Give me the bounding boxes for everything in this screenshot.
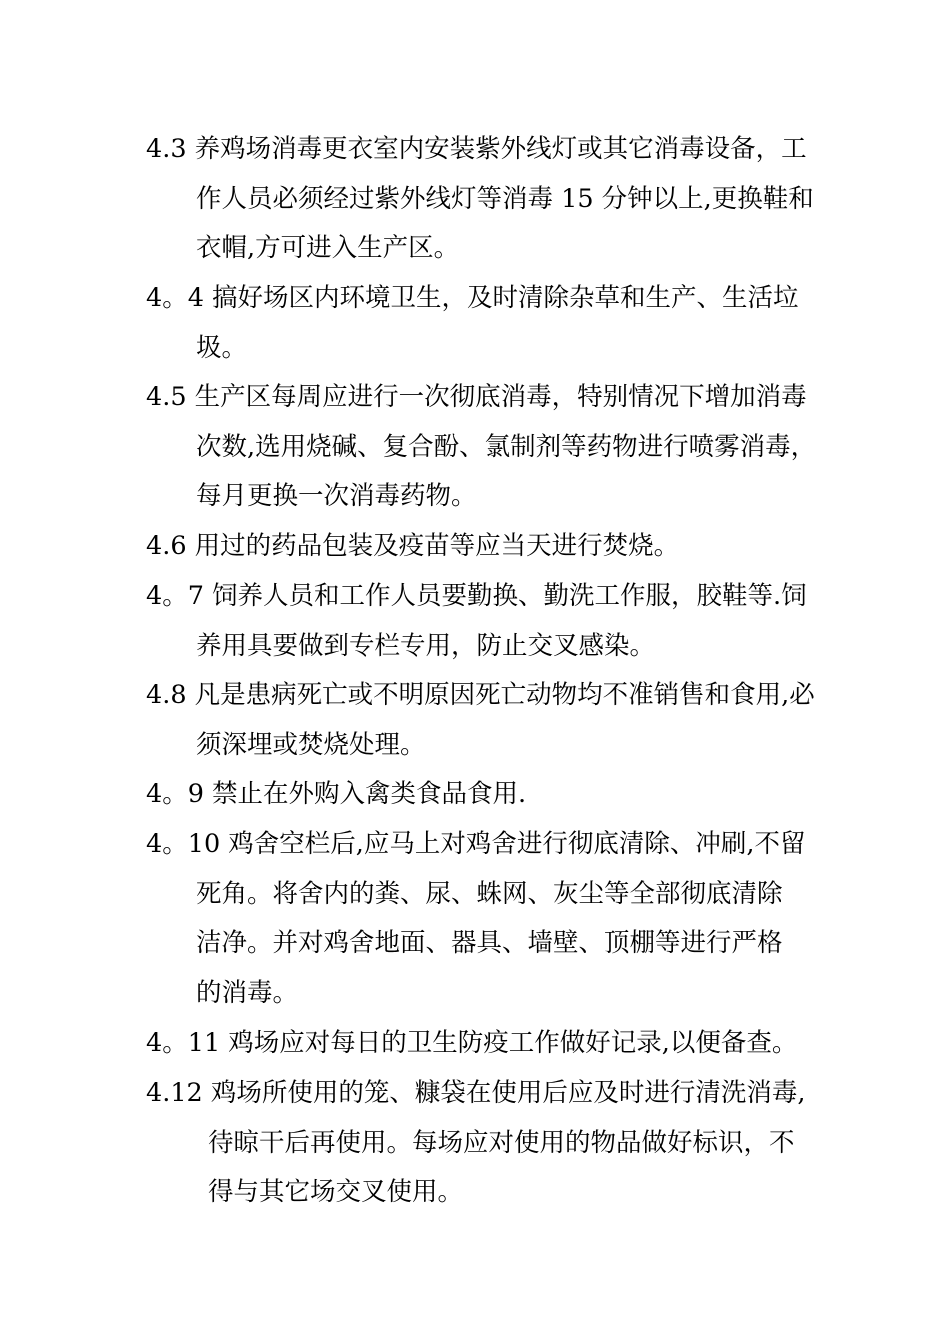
clause-line: 4.3 养鸡场消毒更衣室内安装紫外线灯或其它消毒设备，工 — [146, 134, 807, 164]
clause-4-11 — [146, 1019, 816, 1069]
clause-line: 养用具要做到专栏专用，防止交叉感染。 — [196, 630, 656, 661]
clause-line: 4。9 禁止在外购入禽类食品食用. — [146, 779, 527, 809]
clause-line: 4.6 用过的药品包装及疫苗等应当天进行焚烧。 — [146, 531, 680, 561]
clause-4-10 — [146, 820, 816, 1018]
clause-line: 每月更换一次消毒药物。 — [196, 481, 477, 511]
clause-line: 的消毒。 — [196, 977, 299, 1008]
clause-4-12 — [146, 1069, 816, 1218]
clause-4-6 — [146, 522, 816, 572]
clause-line: 次数,选用烧碱、复合酚、氯制剂等药物进行喷雾消毒， — [196, 431, 817, 462]
clause-line: 死角。将舍内的粪、尿、蛛网、灰尘等全部彻底清除 — [196, 878, 783, 909]
clause-line: 4。11 鸡场应对每日的卫生防疫工作做好记录,以便备查。 — [146, 1028, 798, 1058]
clause-line: 4。7 饲养人员和工作人员要勤换、勤洗工作服，胶鞋等.饲 — [146, 581, 807, 611]
clause-4-7 — [146, 572, 816, 671]
clause-line: 4.12 鸡场所使用的笼、糠袋在使用后应及时进行清洗消毒, — [146, 1078, 806, 1108]
clause-4-4 — [146, 274, 816, 373]
clause-line: 圾。 — [196, 332, 248, 363]
clause-4-9 — [146, 770, 816, 820]
clause-line: 待晾干后再使用。每场应对使用的物品做好标识，不 — [208, 1127, 795, 1158]
clause-line: 4。4 搞好场区内环境卫生，及时清除杂草和生产、生活垃 — [146, 283, 799, 313]
clause-line: 须深埋或焚烧处理。 — [196, 729, 426, 760]
clause-line: 作人员必须经过紫外线灯等消毒 15 分钟以上,更换鞋和 — [196, 183, 814, 214]
clause-4-5 — [146, 373, 816, 522]
clause-4-3 — [146, 125, 816, 274]
clause-line: 4。10 鸡舍空栏后,应马上对鸡舍进行彻底清除、冲刷,不留 — [146, 829, 806, 859]
clause-4-8 — [146, 671, 816, 770]
clause-line: 衣帽,方可进入生产区。 — [196, 233, 460, 263]
clause-line: 洁净。并对鸡舍地面、器具、墙壁、顶棚等进行严格 — [196, 928, 783, 958]
clause-line: 4.8 凡是患病死亡或不明原因死亡动物均不准销售和食用,必 — [146, 680, 815, 710]
clause-line: 得与其它场交叉使用。 — [208, 1177, 464, 1207]
clause-line: 4.5 生产区每周应进行一次彻底消毒，特别情况下增加消毒 — [146, 382, 807, 412]
